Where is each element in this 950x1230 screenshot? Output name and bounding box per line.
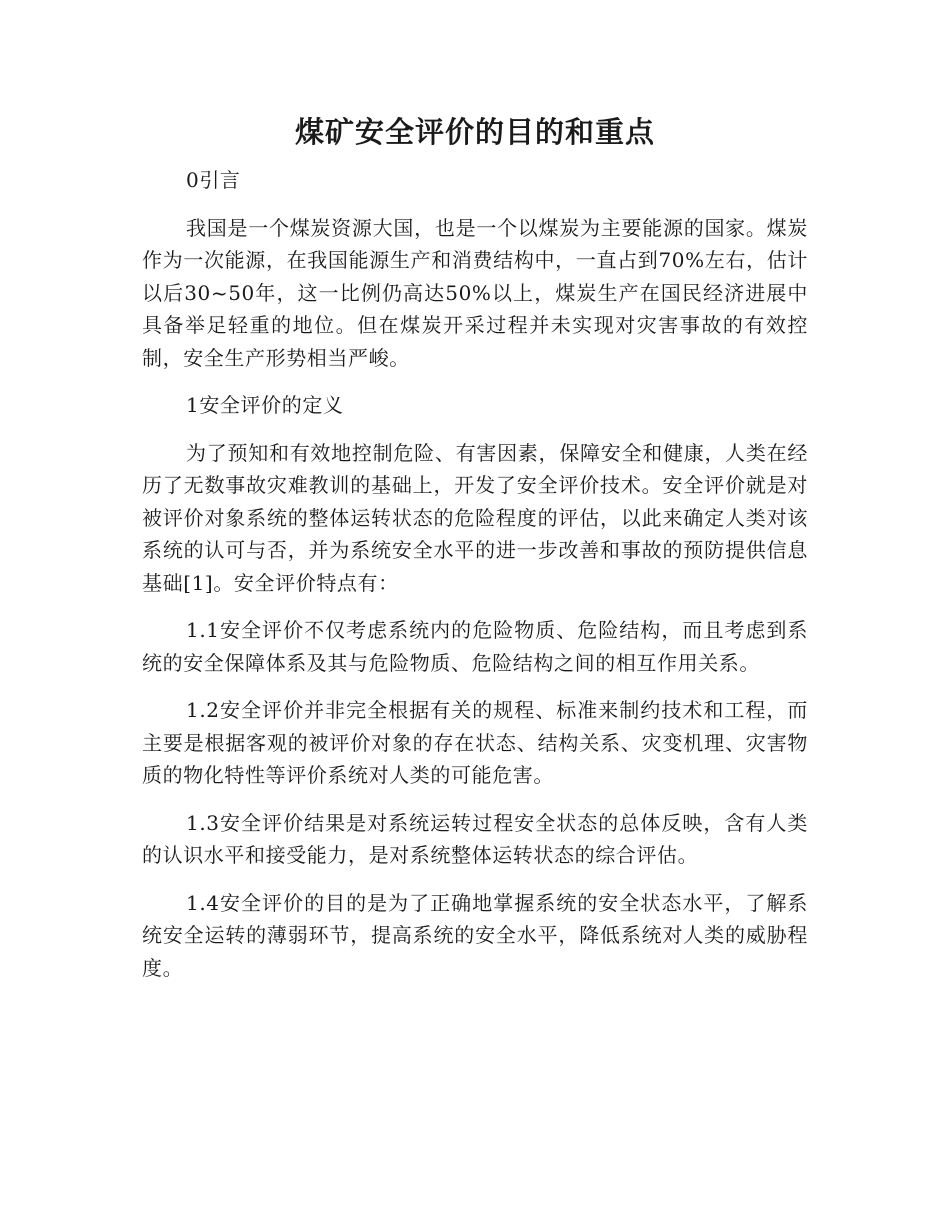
- point-paragraph-1-2: 1.2安全评价并非完全根据有关的规程、标准来制约技术和工程，而主要是根据客观的被评价对象的存在状态、结构关系、灾变机理、灾害物质的物化特性等评价系统对人类的可能危害。: [142, 698, 808, 787]
- point-paragraph-1-1: 1.1安全评价不仅考虑系统内的危险物质、危险结构，而且考虑到系统的安全保障体系及其与危险物质、危险结构之间的相互作用关系。: [142, 618, 808, 675]
- section-heading-definition: 1安全评价的定义: [186, 393, 344, 417]
- point-paragraph-1-3: 1.3安全评价结果是对系统运转过程安全状态的总体反映，含有人类的认识水平和接受能力，是对系统整体运转状态的综合评估。: [142, 810, 808, 867]
- definition-paragraph: 为了预知和有效地控制危险、有害因素，保障安全和健康，人类在经历了无数事故灾难教训的基础上，开发了安全评价技术。安全评价就是对被评价对象系统的整体运转状态的危险程度的评估，以此来确定人类对该系统的认可与否，并为系统安全水平的进一步改善和事故的预防提供信息基础[1]。安全评价特点有：: [142, 440, 808, 595]
- section-heading-introduction: 0引言: [186, 168, 241, 192]
- intro-paragraph: 我国是一个煤炭资源大国，也是一个以煤炭为主要能源的国家。煤炭作为一次能源，在我国能源生产和消费结构中，一直占到70%左右，估计以后30~50年，这一比例仍高达50%以上，煤炭生产在国民经济进展中具备举足轻重的地位。但在煤炭开采过程并未实现对灾害事故的有效控制，安全生产形势相当严峻。: [142, 215, 808, 370]
- point-paragraph-1-4: 1.4安全评价的目的是为了正确地掌握系统的安全状态水平，了解系统安全运转的薄弱环节，提高系统的安全水平，降低系统对人类的威胁程度。: [142, 890, 808, 980]
- document-title: 煤矿安全评价的目的和重点: [294, 115, 655, 149]
